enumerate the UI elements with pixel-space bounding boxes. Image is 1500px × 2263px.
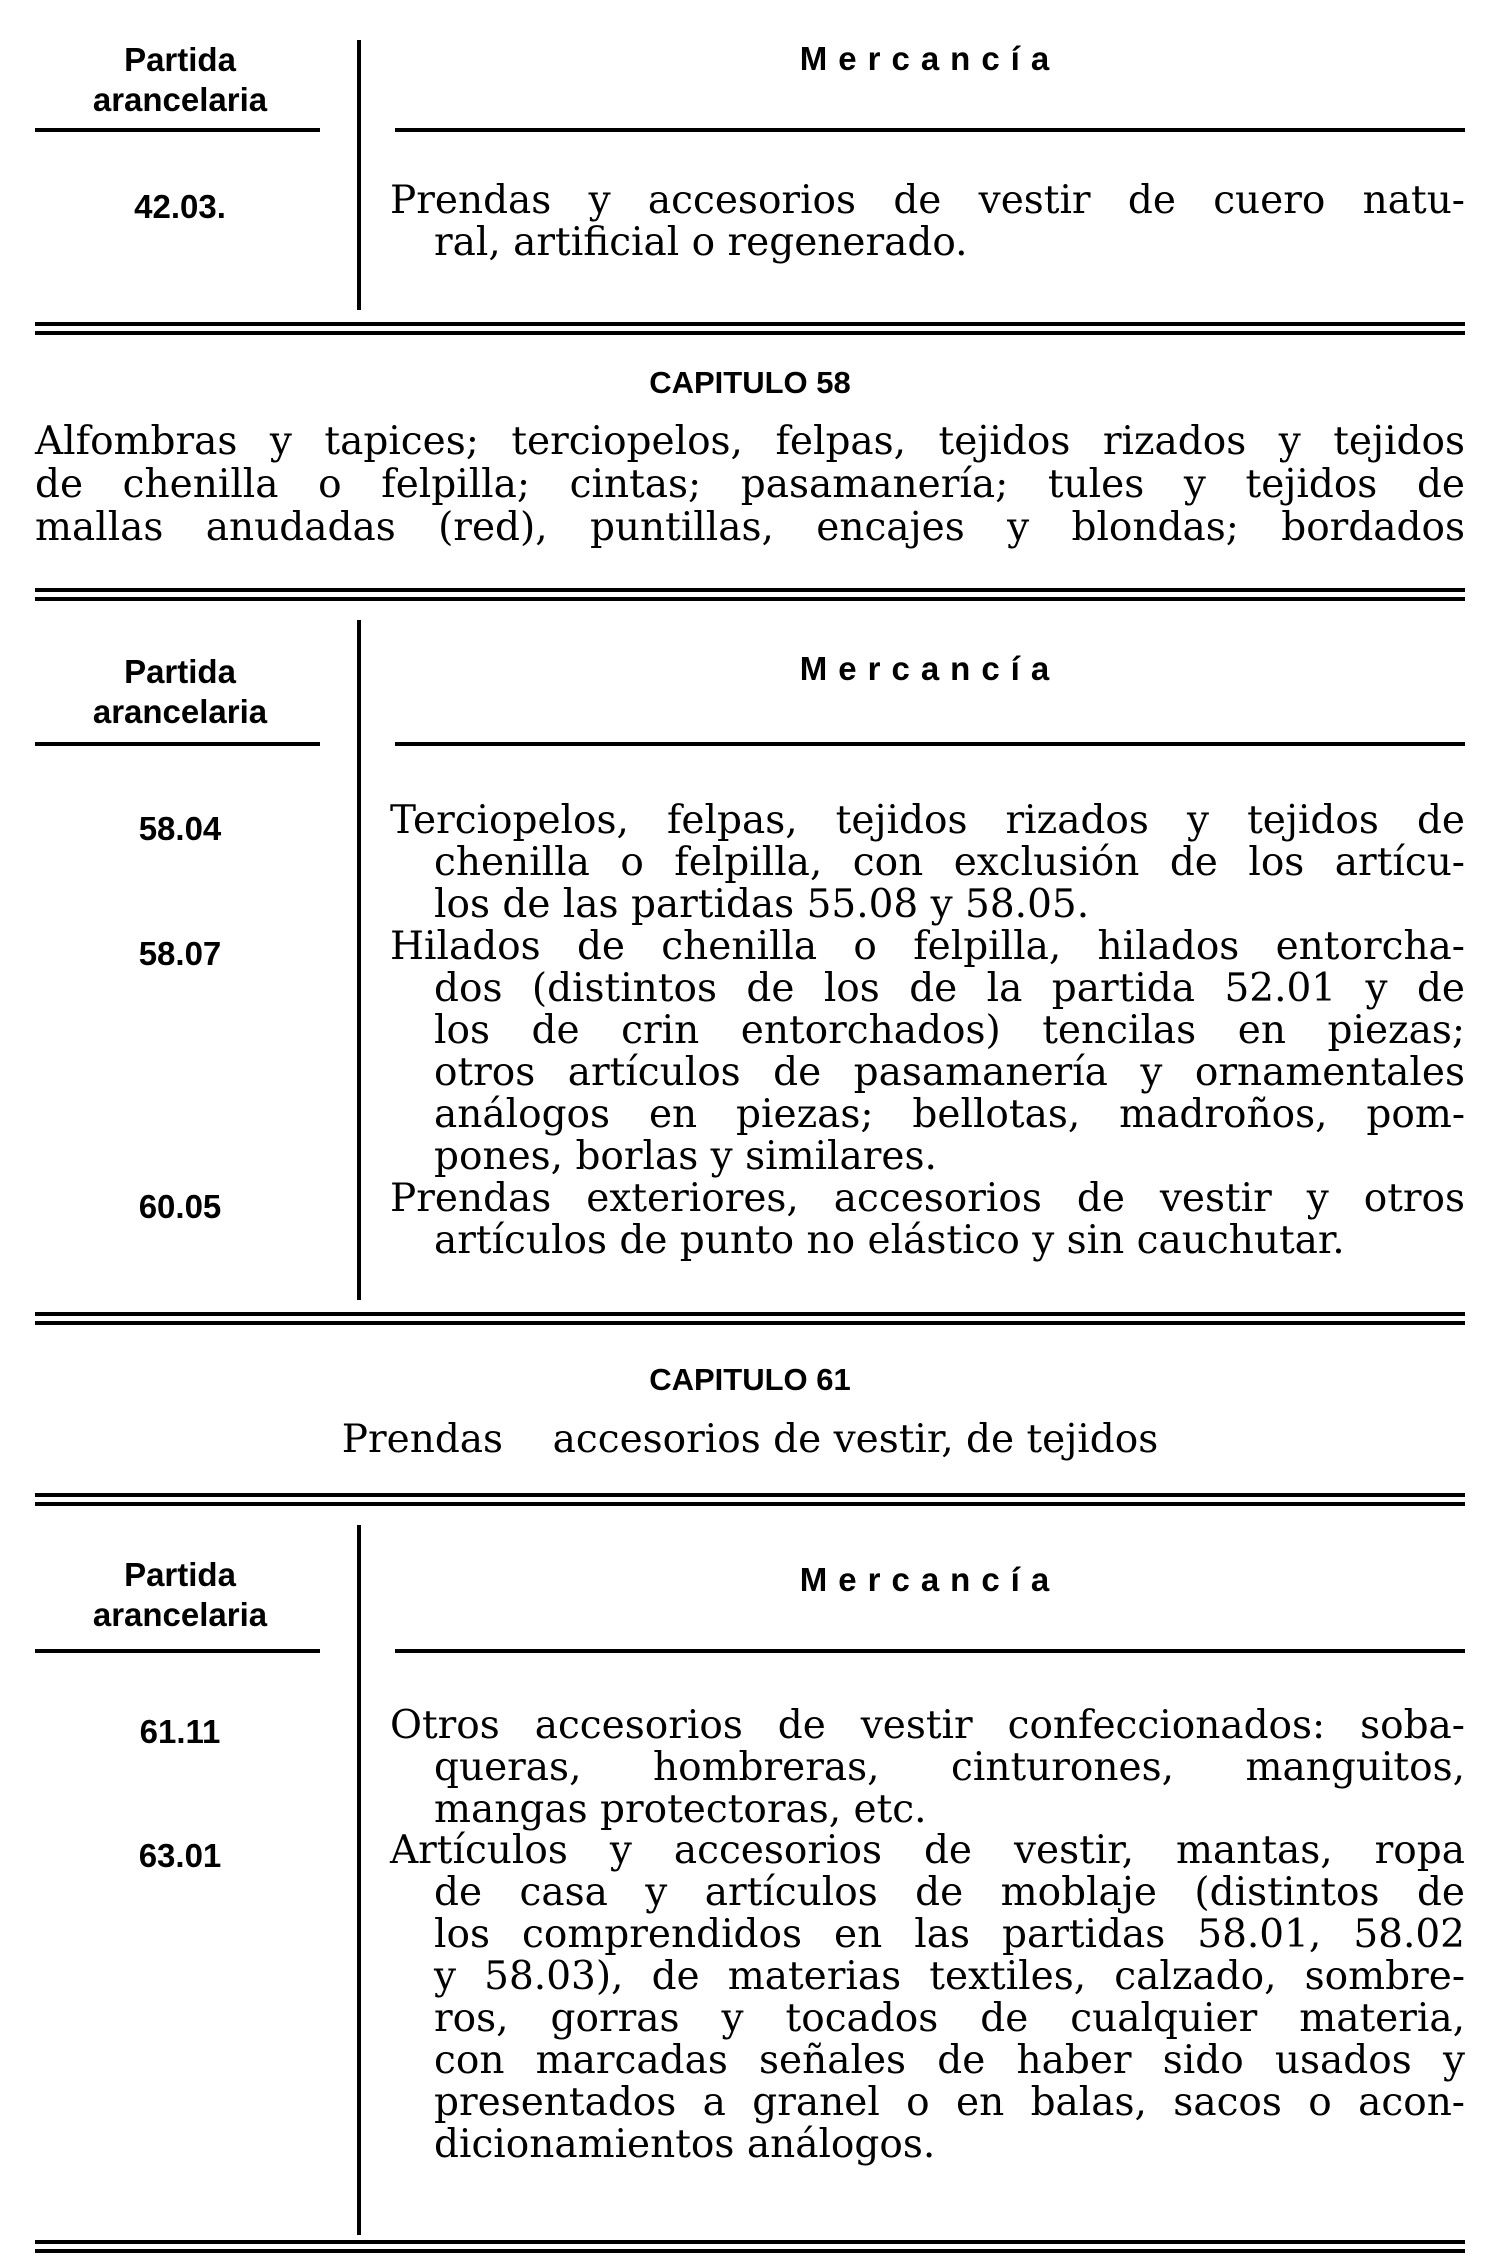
header-rule-left xyxy=(35,742,320,746)
mercancia-description xyxy=(390,1705,1465,1831)
header-mercancia: Mercancía xyxy=(799,1561,1061,1598)
desc-line: chenilla o felpilla, con exclusión de los artícu- xyxy=(434,840,1465,885)
desc-line: de casa y artículos de moblaje (distintos de xyxy=(434,1870,1465,1915)
chapter-desc-line: mallas anudadas (red), puntillas, encajes y blondas; bordados xyxy=(35,505,1465,550)
desc-line: dicionamientos análogos. xyxy=(434,2122,936,2167)
desc-line: presentados a granel o en balas, sacos o acon- xyxy=(434,2080,1465,2125)
chapter-desc-line: de chenilla o felpilla; cintas; pasamanería; tules y tejidos de xyxy=(35,462,1465,507)
tariff-table-2 xyxy=(35,620,1465,1300)
column-divider xyxy=(357,1525,361,2235)
desc-line: los de las partidas 55.08 y 58.05. xyxy=(434,882,1090,927)
column-divider xyxy=(357,40,361,310)
header-rule-right xyxy=(395,742,1465,746)
partida-code: 58.04 xyxy=(138,810,222,847)
desc-line: ros, gorras y tocados de cualquier materia, xyxy=(434,1996,1465,2041)
tariff-table-3 xyxy=(35,1525,1465,2235)
desc-line: Prendas y accesorios de vestir de cuero natu- xyxy=(390,178,1465,223)
desc-line: queras, hombreras, cinturones, manguitos, xyxy=(434,1745,1465,1790)
desc-line: ral, artificial o regenerado. xyxy=(434,220,968,265)
partida-code: 60.05 xyxy=(138,1188,222,1225)
header-rule-right xyxy=(395,1649,1465,1653)
chapter-58-title: CAPITULO 58 xyxy=(649,365,851,400)
partida-code: 61.11 xyxy=(139,1713,221,1750)
chapter-desc-line: Alfombras y tapices; terciopelos, felpas, tejidos rizados y tejidos xyxy=(35,419,1465,464)
mercancia-description xyxy=(390,1830,1465,2166)
desc-line: los comprendidos en las partidas 58.01, 58.02 xyxy=(434,1912,1465,1957)
desc-line: Otros accesorios de vestir confeccionados: soba- xyxy=(390,1703,1465,1748)
desc-line: análogos en piezas; bellotas, madroños, pom- xyxy=(434,1092,1465,1137)
header-partida: Partida arancelaria xyxy=(92,1556,268,1633)
tariff-table-1 xyxy=(35,40,1465,310)
header-rule-right xyxy=(395,128,1465,132)
double-rule xyxy=(35,1312,1465,1325)
desc-line: dos (distintos de los de la partida 52.01 y de xyxy=(434,966,1465,1011)
desc-line: Hilados de chenilla o felpilla, hilados entorcha- xyxy=(390,924,1465,969)
double-rule xyxy=(35,2240,1465,2253)
chapter-61-title: CAPITULO 61 xyxy=(649,1362,851,1397)
chapter-desc-line: Prendas accesorios de vestir, de tejidos xyxy=(341,1417,1159,1462)
double-rule xyxy=(35,588,1465,601)
chapter-58-description xyxy=(35,420,1465,549)
double-rule xyxy=(35,322,1465,335)
desc-line: y 58.03), de materias textiles, calzado, sombre- xyxy=(434,1954,1465,1999)
desc-line: los de crin entorchados) tencilas en piezas; xyxy=(434,1008,1465,1053)
desc-line: Prendas exteriores, accesorios de vestir y otros xyxy=(390,1176,1465,1221)
header-partida: Partida arancelaria xyxy=(92,653,268,730)
header-partida: Partida arancelaria xyxy=(92,41,268,118)
partida-code: 63.01 xyxy=(138,1837,222,1874)
desc-line: artículos de punto no elástico y sin cauchutar. xyxy=(434,1218,1345,1263)
double-rule xyxy=(35,1493,1465,1506)
header-rule-left xyxy=(35,1649,320,1653)
desc-line: Terciopelos, felpas, tejidos rizados y tejidos de xyxy=(390,798,1465,843)
header-mercancia: Mercancía xyxy=(799,40,1061,77)
mercancia-description xyxy=(390,800,1465,926)
partida-code: 42.03. xyxy=(134,188,226,225)
column-divider xyxy=(357,620,361,1300)
mercancia-description xyxy=(390,180,1465,264)
mercancia-description xyxy=(390,926,1465,1178)
desc-line: otros artículos de pasamanería y ornamentales xyxy=(434,1050,1465,1095)
header-rule-left xyxy=(35,128,320,132)
desc-line: con marcadas señales de haber sido usados y xyxy=(434,2038,1465,2083)
chapter-61-description xyxy=(35,1418,1465,1461)
header-mercancia: Mercancía xyxy=(799,650,1061,687)
desc-line: pones, borlas y similares. xyxy=(434,1134,937,1179)
desc-line: Artículos y accesorios de vestir, mantas, ropa xyxy=(390,1828,1465,1873)
partida-code: 58.07 xyxy=(138,935,222,972)
desc-line: mangas protectoras, etc. xyxy=(434,1787,927,1832)
mercancia-description xyxy=(390,1178,1465,1262)
